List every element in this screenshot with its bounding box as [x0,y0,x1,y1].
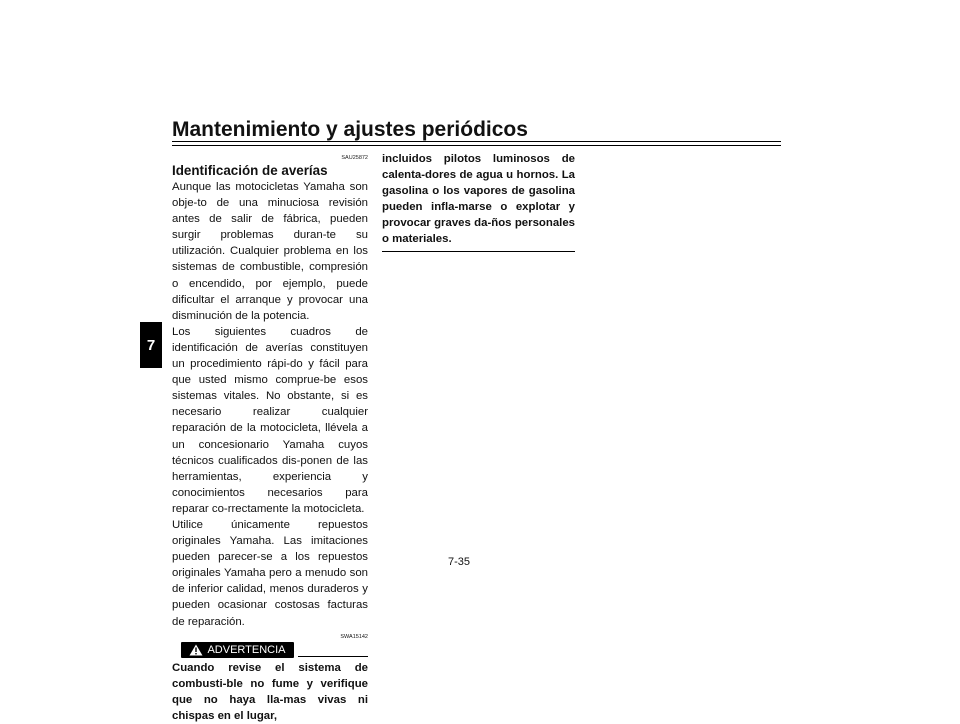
header-rule-thin [172,145,781,146]
warning-header [172,642,368,660]
chapter-tab: 7 [140,322,162,368]
warning-label: ADVERTENCIA [207,643,286,656]
warning-code: SWA15142 [340,633,368,640]
warning-text: Cuando revise el sistema de combusti-ble no fume y verifique que no haya lla-mas vivas ni chispas en el lugar, [172,661,368,722]
warning-triangle-icon [189,644,203,656]
header-rule [172,141,781,142]
paragraph-troubleshooting: Los siguientes cuadros de identificación de averías constituyen un procedimiento rápi-do y fácil para que usted mismo comprue-be esos sistemas vitales. No obstante, si es necesario realizar cualquier reparación de la motocicleta, llévela a un concesionario Yamaha cuyos técnicos cualificados dis-ponen de las herramientas, experiencia y conocimientos necesarios para reparar co-rrectamente la motocicleta. [172,325,368,515]
warning-rule [298,656,368,657]
warning-text-continued: incluidos pilotos luminosos de calenta-dores de agua u hornos. La gasolina o los vapores de gasolina pueden infla-marse o explotar y provocar graves da-ños personales o materiales. [382,153,575,246]
right-column [382,151,575,252]
left-column [172,155,368,724]
section-code: SAU25872 [341,155,368,161]
page-header-title: Mantenimiento y ajustes periódicos [172,118,528,141]
section-title: Identificación de averías [172,163,328,178]
paragraph-genuine-parts: Utilice únicamente repuestos originales Yamaha. Las imitaciones pueden parecer-se a los repuestos originales Yamaha pero a menudo son de inferior calidad, menos duraderos y pueden ocasionar costosas facturas de reparación. [172,518,368,628]
page-number: 7-35 [448,556,471,568]
warning-badge [181,642,294,658]
warning-end-rule [382,251,575,252]
paragraph-intro: Aunque las motocicletas Yamaha son obje-to de una minuciosa revisión antes de salir de fábrica, pueden surgir problemas duran-te su utilización. Cualquier problema en los sistemas de combustible, compresión o encendido, por ejemplo, puede dificultar el arranque y provocar una disminución de la potencia. [172,181,368,322]
